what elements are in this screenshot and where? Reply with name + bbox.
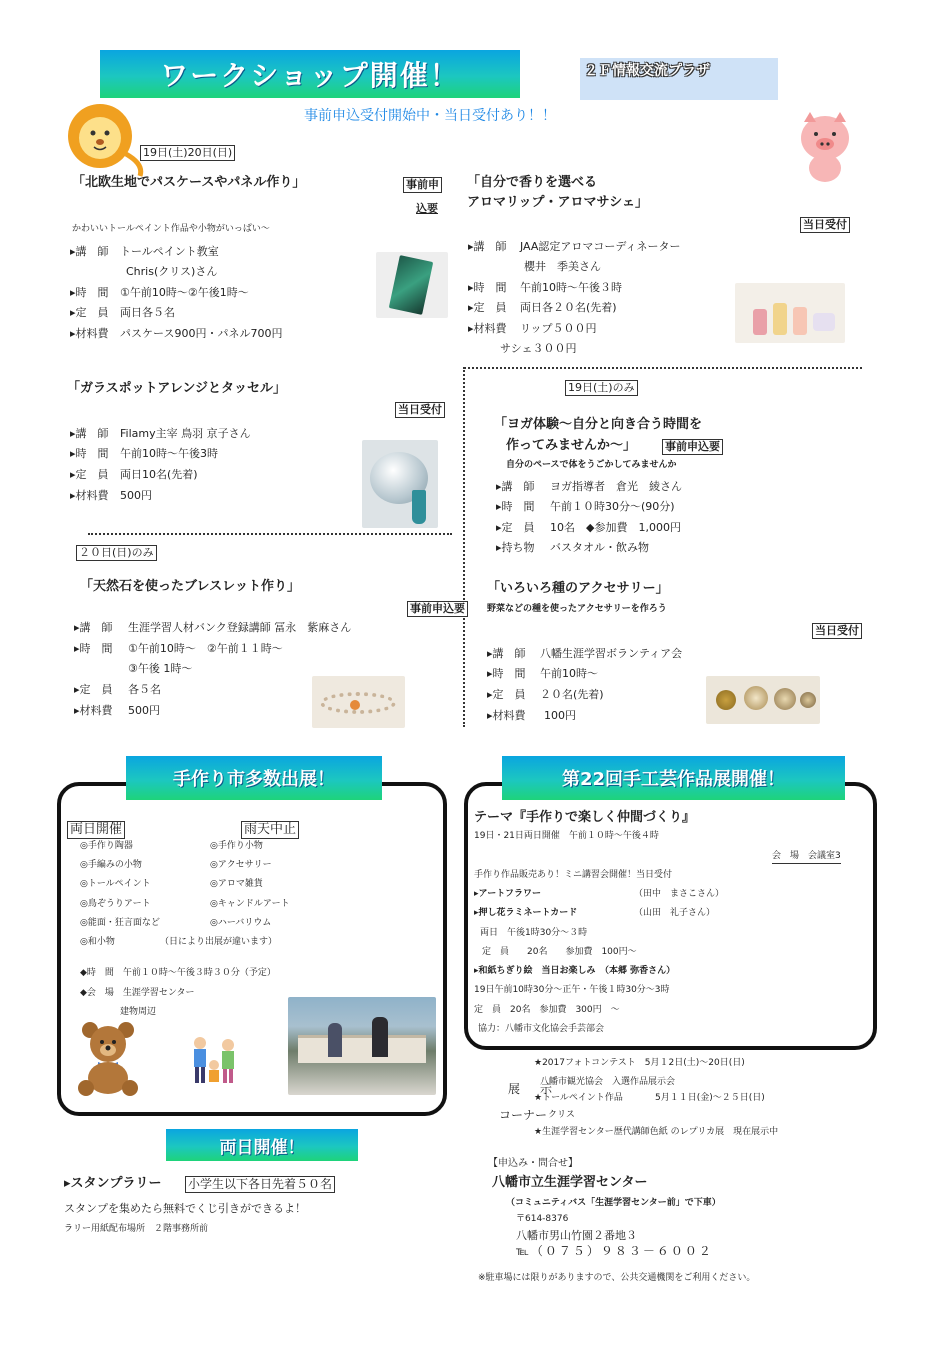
ws1-time-label: ▸時 間	[70, 286, 109, 299]
ws1-title: 「北欧生地でパスケースやパネル作り」	[72, 175, 306, 190]
separator-top-right	[464, 367, 862, 369]
main-title: ワークショップ開催！	[160, 59, 460, 92]
exhibits-line3-date: 5月１１日(金)～２５日(日)	[655, 1093, 765, 1103]
exhibition-theme: テーマ『手作りで楽しく仲間づくり』	[474, 810, 696, 825]
contact-note: ※駐車場には限りがありますので、公共交通機関をご利用ください。	[478, 1273, 756, 1283]
ws3-capacity-label: ▸定 員	[70, 468, 109, 481]
ws2-time: 午前10時～午後３時	[520, 281, 622, 294]
exhibition-banner: 第22回手工芸作品展開催！	[502, 756, 845, 800]
family-icon	[180, 1035, 250, 1093]
exhibition-coop: 協力：八幡市文化協会手芸部会	[478, 1024, 605, 1034]
list-item: ◎ハーバリウム	[210, 918, 272, 928]
stamp-desc: スタンプを集めたら無料でくじ引きができるよ！	[64, 1202, 306, 1215]
exhibits-line2: 八幡市観光協会 入選作品展示会	[540, 1077, 676, 1087]
stamp-title: ▸スタンプラリー	[64, 1176, 162, 1191]
market-venue2: 建物周辺	[120, 1007, 157, 1017]
accessory-instructor-label: ▸講 師	[487, 647, 526, 660]
day19-badge: 事前申込要	[662, 439, 723, 455]
exhibits-line4: ★生涯学習センター歴代講師色紙 のレプリカ展 現在展示中	[534, 1127, 779, 1137]
day20-capacity: 各５名	[128, 683, 161, 696]
exhibition-venue: 会 場 会議室3	[772, 849, 841, 864]
ws2-instructor: JAA認定アロマコーディネーター	[520, 240, 681, 253]
day20-instructor: 生涯学習人材バンク登録講師 冨永 紫麻さん	[128, 621, 352, 634]
list-item: ◎能面・狂言面など	[80, 918, 160, 928]
exhibition-item3: ▸和紙ちぎり絵 当日お楽しみ （本郷 弥香さん）	[474, 966, 676, 976]
ws3-title: 「ガラスポットアレンジとタッセル」	[67, 381, 287, 396]
day19-title-2: 作ってみませんか～」	[506, 438, 637, 453]
exhibits-line3: ★トールペイント作品	[534, 1093, 623, 1103]
market-note: （日により出展が違います）	[160, 937, 278, 947]
ws3-time-label: ▸時 間	[70, 447, 109, 460]
ws3-instructor: Filamy主宰 鳥羽 京子さん	[120, 427, 251, 440]
day20-label: ２０日(日)のみ	[76, 545, 157, 561]
ws2-badge: 当日受付	[800, 217, 850, 233]
exhibition-dates: 19日・21日両日開催 午前１０時～午後４時	[474, 831, 659, 841]
ws2-fee-label: ▸材料費	[468, 322, 507, 335]
ws2-title-2: アロマリップ・アロマサシェ」	[467, 195, 648, 210]
day20-time-label: ▸時 間	[74, 642, 113, 655]
ws3-time: 午前10時～午後3時	[120, 447, 218, 460]
accessory-fee: 100円	[544, 709, 576, 722]
ws1-capacity: 両日各５名	[120, 306, 175, 319]
day19-tagline: 自分のペースで体をうごかしてみませんか	[506, 460, 677, 470]
accessory-time: 午前10時～	[540, 667, 598, 680]
day20-badge: 事前申込要	[407, 601, 468, 617]
exhibition-item1: ▸アートフラワー	[474, 889, 541, 899]
list-item: ◎和小物	[80, 937, 115, 947]
market-both-days: 両日開催	[67, 821, 125, 839]
ws3-fee: 500円	[120, 489, 152, 502]
list-item: ◎手編みの小物	[80, 860, 142, 870]
day19-capacity-label: ▸定 員	[496, 521, 535, 534]
exhibition-item2-cap: 定 員 20名 参加費 100円～	[482, 947, 637, 957]
exhibition-item3-cap: 定 員 20名 参加費 300円 ～	[474, 1005, 620, 1015]
list-item: ◎アクセサリー	[210, 860, 272, 870]
accessory-badge: 当日受付	[812, 623, 862, 639]
separator-left	[88, 533, 452, 535]
ws1-fee: パスケース900円・パネル700円	[120, 327, 283, 340]
exhibits-label: 展 示	[508, 1082, 557, 1096]
ws3-capacity: 両日10名(先着)	[120, 468, 198, 481]
day19-time-label: ▸時 間	[496, 500, 535, 513]
list-item: ◎手作り小物	[210, 841, 263, 851]
stamp-place: ラリー用紙配布場所 ２階事務所前	[64, 1224, 209, 1234]
accessory-photo	[706, 676, 820, 724]
location-text: ２Ｆ情報交流プラザ	[584, 63, 710, 79]
subtitle: 事前申込受付開始中・当日受付あり！！	[304, 108, 556, 124]
day20-photo	[312, 676, 405, 728]
exhibits-line1: ★2017フォトコンテスト 5月１2日(土)～20日(日)	[534, 1058, 745, 1068]
ws2-fee: リップ５００円	[520, 322, 597, 335]
exhibition-item1-by: （田中 まさこさん）	[634, 889, 725, 899]
exhibition-item2: ▸押し花ラミネートカード	[474, 908, 578, 918]
ws2-capacity-label: ▸定 員	[468, 301, 507, 314]
list-item: ◎トールペイント	[80, 879, 151, 889]
ws2-capacity: 両日各２０名(先着)	[520, 301, 617, 314]
ws1-capacity-label: ▸定 員	[70, 306, 109, 319]
ws1-instructor: トールペイント教室	[120, 245, 219, 258]
lion-icon	[62, 100, 152, 180]
day19-time: 午前１０時30分～(90分)	[550, 500, 675, 513]
list-item: ◎アロマ雑貨	[210, 879, 263, 889]
accessory-capacity-label: ▸定 員	[487, 688, 526, 701]
ws2-title: 「自分で香りを選べる	[467, 175, 598, 190]
ws2-instructor-label: ▸講 師	[468, 240, 507, 253]
exhibition-sale: 手作り作品販売あり！ミニ講習会開催！当日受付	[474, 870, 673, 880]
market-photo	[288, 997, 436, 1095]
ws1-tagline: かわいいトールペイント作品や小物がいっぱい～	[72, 224, 270, 234]
exhibits-line3-by: クリス	[548, 1110, 575, 1120]
day19-capacity: 10名 ◆参加費 1,000円	[550, 521, 681, 534]
ws1-time: ①午前10時～②午後1時～	[120, 286, 249, 299]
day20-instructor-label: ▸講 師	[74, 621, 113, 634]
day20-time: ①午前10時～ ②午前１１時～	[128, 642, 283, 655]
ws1-fee-label: ▸材料費	[70, 327, 109, 340]
day20-time2: ③午後 1時～	[128, 662, 193, 675]
day20-title: 「天然石を使ったブレスレット作り」	[80, 579, 300, 594]
exhibition-item2-time: 両日 午後1時30分～３時	[480, 928, 588, 938]
ws3-badge: 当日受付	[395, 402, 445, 418]
day19-bring-label: ▸持ち物	[496, 541, 535, 554]
day19-label: 19日(土)のみ	[565, 380, 638, 396]
ws3-instructor-label: ▸講 師	[70, 427, 109, 440]
teddy-bear-icon	[74, 1020, 146, 1096]
ws2-instructor2: 櫻井 季美さん	[524, 260, 601, 273]
contact-bus: （コミュニティバス「生涯学習センター前」で下車）	[506, 1198, 721, 1208]
list-item: ◎手作り陶器	[80, 841, 133, 851]
ws3-photo	[362, 440, 438, 528]
exhibition-item2-by: （山田 礼子さん）	[634, 908, 716, 918]
list-item: ◎鳥ぞうりアート	[80, 899, 151, 909]
accessory-capacity: ２０名(先着)	[540, 688, 604, 701]
market-banner: 手作り市多数出展！	[126, 756, 382, 800]
day19-instructor: ヨガ指導者 倉光 綾さん	[550, 480, 682, 493]
ws1-instructor-label: ▸講 師	[70, 245, 109, 258]
day19-title: 「ヨガ体験～自分と向き合う時間を	[494, 417, 703, 432]
ws1-instructor2: Chris(クリス)さん	[126, 265, 218, 278]
ws1-badge: 事前申	[403, 177, 442, 193]
contact-label: 【申込み・問合せ】	[488, 1158, 578, 1169]
pig-icon	[790, 110, 860, 186]
market-time: ◆時 間 午前１０時～午後３時３０分（予定）	[80, 968, 276, 978]
ws2-fee2: サシェ３００円	[500, 342, 577, 355]
stamp-badge: 小学生以下各日先着５０名	[185, 1176, 335, 1193]
exhibition-item3-time: 19日午前10時30分～正午・午後１時30分～3時	[474, 985, 670, 995]
ws2-time-label: ▸時 間	[468, 281, 507, 294]
ws3-fee-label: ▸材料費	[70, 489, 109, 502]
accessory-instructor: 八幡生涯学習ボランティア会	[540, 647, 683, 660]
accessory-tagline: 野菜などの種を使ったアクセサリーを作ろう	[487, 604, 667, 614]
ws1-badge-2: 込要	[416, 202, 438, 215]
market-rain: 雨天中止	[241, 821, 299, 839]
accessory-title: 「いろいろ種のアクセサリー」	[487, 581, 669, 596]
contact-zip: 〒614-8376	[516, 1214, 569, 1224]
day20-fee: 500円	[128, 704, 160, 717]
stamp-banner: 両日開催！	[166, 1129, 358, 1161]
contact-tel: ℡（０７５）９８３－６００２	[516, 1244, 713, 1258]
contact-address: 八幡市男山竹園２番地３	[516, 1229, 637, 1242]
day20-capacity-label: ▸定 員	[74, 683, 113, 696]
contact-org: 八幡市立生涯学習センター	[492, 1175, 648, 1190]
day19-bring: バスタオル・飲み物	[550, 541, 649, 554]
main-title-banner	[100, 50, 520, 98]
location-box	[580, 58, 778, 100]
ws2-photo	[735, 283, 845, 343]
dates-label: 19日(土)20日(日)	[140, 145, 235, 161]
exhibits-corner: コーナー	[499, 1108, 548, 1122]
separator-vertical	[463, 367, 465, 727]
accessory-fee-label: ▸材料費	[487, 709, 526, 722]
accessory-time-label: ▸時 間	[487, 667, 526, 680]
ws1-photo	[376, 252, 448, 318]
day20-fee-label: ▸材料費	[74, 704, 113, 717]
list-item: ◎キャンドルアート	[210, 899, 290, 909]
day19-instructor-label: ▸講 師	[496, 480, 535, 493]
market-venue: ◆会 場 生涯学習センター	[80, 988, 195, 998]
